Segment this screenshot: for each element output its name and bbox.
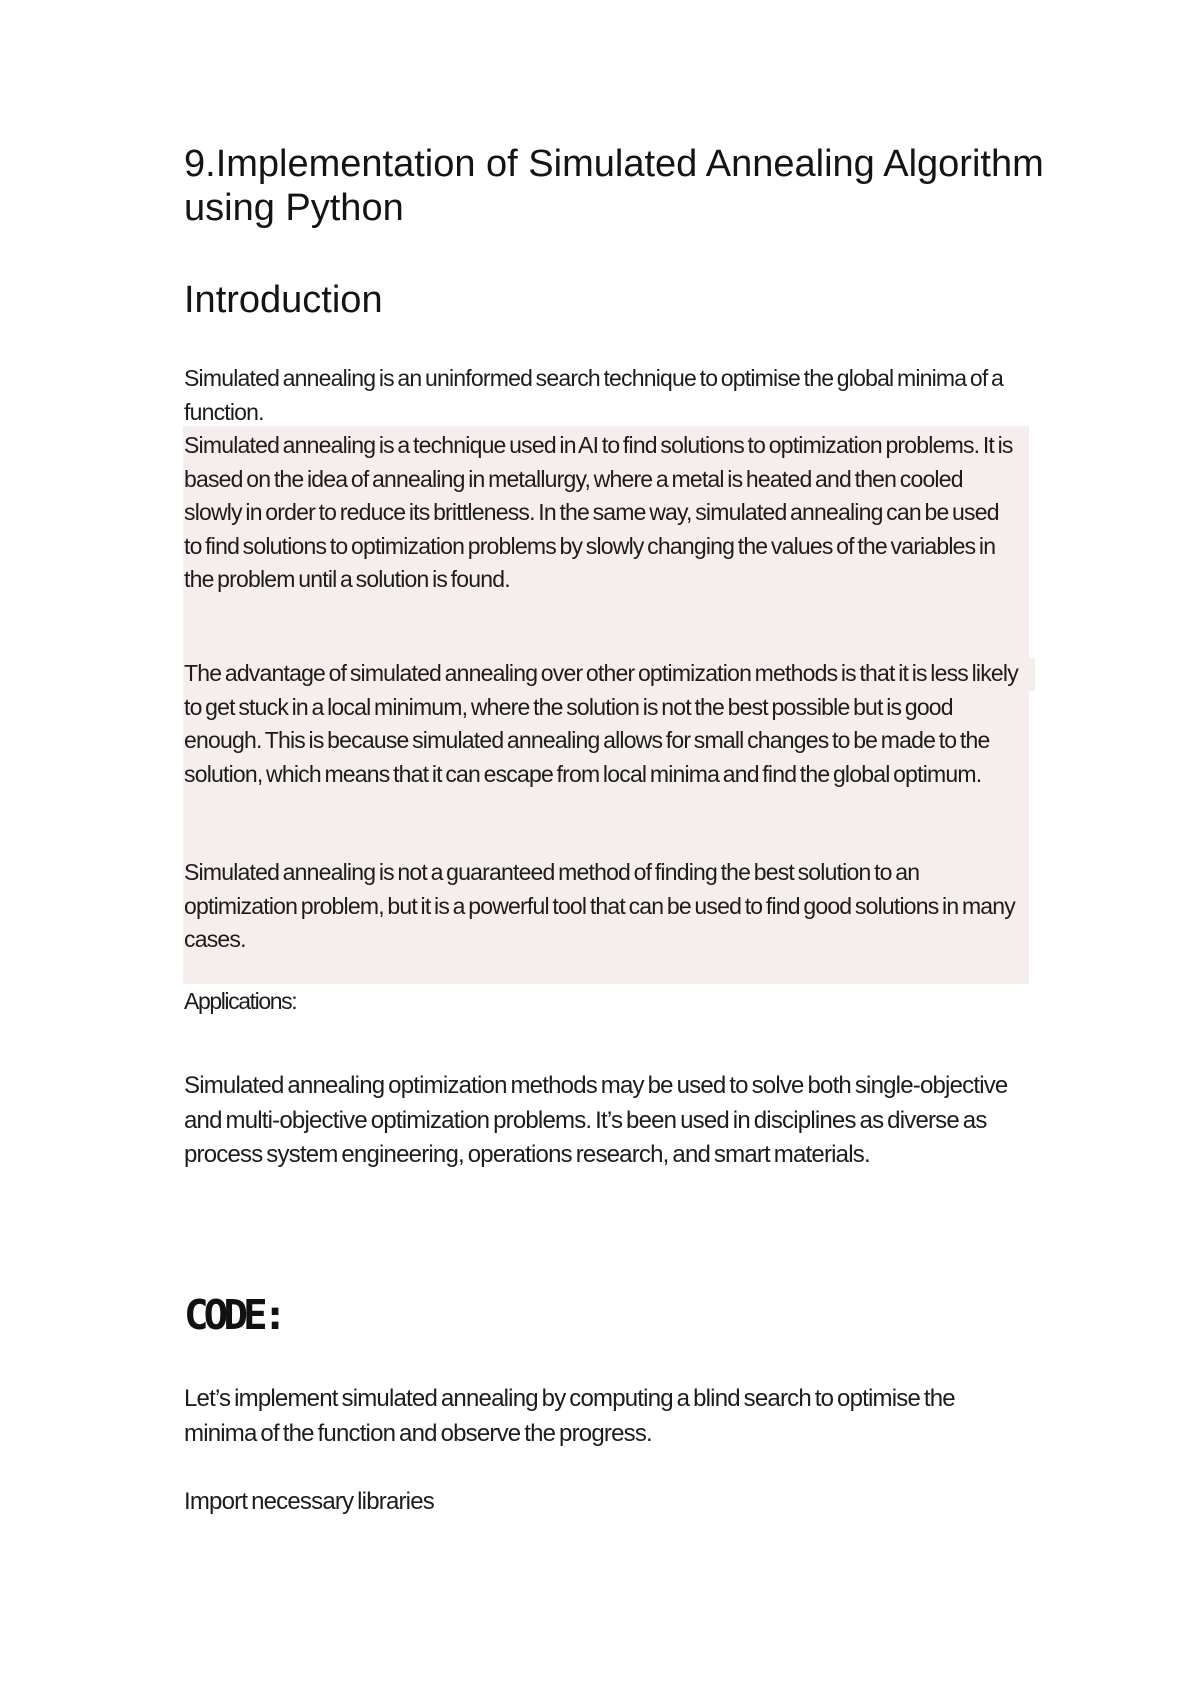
- intro-paragraph-4: Simulated annealing is not a guaranteed method of finding the best solution to an optimization problem, but it is a powerful tool that can be used to find good solutions in many cases.: [184, 859, 1015, 952]
- code-intro-paragraph: Let’s implement simulated annealing by computing a blind search to optimise the minima of the function and observe the progress.: [184, 1385, 955, 1447]
- introduction-heading: Introduction: [184, 279, 383, 321]
- import-libraries-label: Import necessary libraries: [184, 1488, 434, 1515]
- highlighted-section-edge: [1029, 658, 1035, 691]
- code-heading: CODE:: [184, 1291, 283, 1339]
- intro-paragraph-2: Simulated annealing is a technique used in AI to find solutions to optimization problems. It is based on the idea of annealing in metallurgy, where a metal is heated and then cooled slowly in order to reduce its brittleness. In the same way, simulated annealing can be used to find solutions to optimization problems by slowly changing the values of the variables in the problem until a solution is found.: [184, 432, 1013, 592]
- applications-paragraph: Simulated annealing optimization methods may be used to solve both single-objective and multi-objective optimization problems. It’s been used in disciplines as diverse as process system engineering, operations research, and smart materials.: [184, 1072, 1008, 1168]
- document-title: 9.Implementation of Simulated Annealing Algorithm using Python: [184, 143, 1044, 229]
- intro-paragraph-3: The advantage of simulated annealing over other optimization methods is that it is less likely to get stuck in a local minimum, where the solution is not the best possible but is good enough. This is because simulated annealing allows for small changes to be made to the solution, which means that it can escape from local minima and find the global optimum.: [184, 660, 1018, 787]
- applications-label: Applications:: [184, 988, 297, 1014]
- intro-paragraph-1: Simulated annealing is an uninformed search technique to optimise the global minima of a function.: [184, 365, 1004, 425]
